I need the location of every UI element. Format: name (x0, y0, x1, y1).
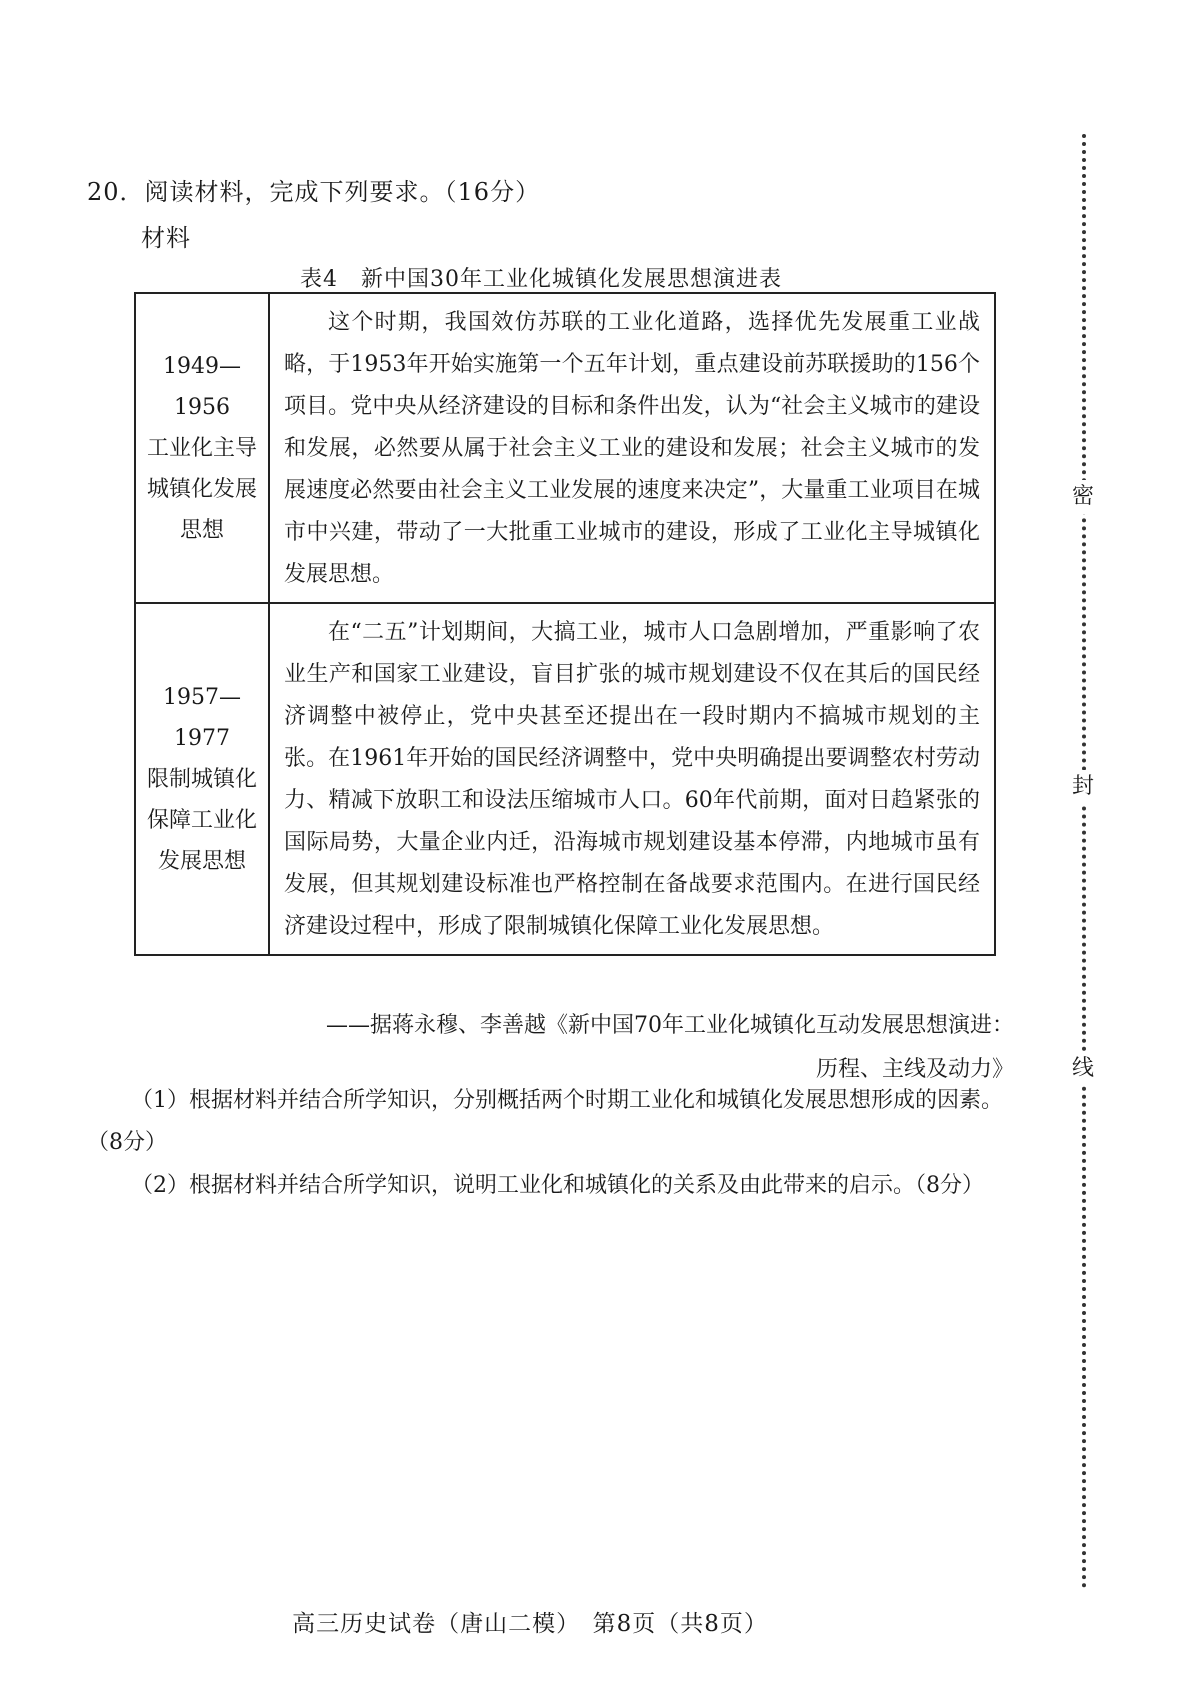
binding-char-xian: 线 (1066, 1052, 1100, 1086)
content-cell (269, 293, 995, 603)
period-line: 限制城镇化 (146, 766, 257, 792)
source-line: 历程、主线及动力》 (815, 1057, 1014, 1082)
content-text: 这个时期，我国效仿苏联的工业化道路，选择优先发展重工业战略，于1953年开始实施第一个五年计划，重点建设前苏联援助的156个项目。党中央从经济建设的目标和条件出发，认为“社会主义城市的建设和发展，必然要从属于社会主义工业的建设和发展；社会主义城市的发展速度必然要由社会主义工业发展的速度来决定”，大量重工业项目在城市中兴建，带动了一大批重工业城市的建设，形成了工业化主导城镇化发展思想。 (284, 310, 980, 587)
material-label: 材料 (141, 224, 191, 252)
table-caption: 表4 新中国30年工业化城镇化发展思想演进表 (300, 267, 782, 292)
period-cell (135, 293, 269, 603)
binding-char-mi: 密 (1066, 480, 1100, 514)
source-line: ——据蒋永穆、李善越《新中国70年工业化城镇化互动发展思想演进： (326, 1013, 1014, 1038)
period-line: 保障工业化 (146, 807, 257, 833)
source-citation (254, 1004, 1014, 1092)
period-line: 城镇化发展 (146, 476, 257, 502)
period-line: 1957—1977 (163, 684, 241, 751)
content-cell (269, 603, 995, 955)
period-cell (135, 603, 269, 955)
table-row (135, 603, 995, 955)
period-line: 1949—1956 (163, 353, 241, 420)
binding-char-feng: 封 (1066, 770, 1100, 804)
period-line: 思想 (179, 517, 224, 543)
period-line: 工业化主导 (146, 435, 257, 461)
page-footer: 高三历史试卷（唐山二模） 第8页（共8页） (292, 1611, 768, 1637)
sub-question-1: （1）根据材料并结合所学知识，分别概括两个时期工业化和城镇化发展思想形成的因素。（8分） (87, 1088, 1003, 1155)
period-line: 发展思想 (157, 848, 246, 874)
material-table (134, 292, 996, 956)
sub-question-2: （2）根据材料并结合所学知识，说明工业化和城镇化的关系及由此带来的启示。（8分） (131, 1173, 984, 1198)
table-row (135, 293, 995, 603)
question-title: 20．阅读材料，完成下列要求。（16分） (87, 178, 541, 206)
content-text: 在“二五”计划期间，大搞工业，城市人口急剧增加，严重影响了农业生产和国家工业建设，盲目扩张的城市规划建设不仅在其后的国民经济调整中被停止，党中央甚至还提出在一段时期内不搞城市规划的主张。在1961年开始的国民经济调整中，党中央明确提出要调整农村劳动力、精减下放职工和设法压缩城市人口。60年代前期，面对日趋紧张的国际局势，大量企业内迁，沿海城市规划建设基本停滞，内地城市虽有发展，但其规划建设标准也严格控制在备战要求范围内。在进行国民经济建设过程中，形成了限制城镇化保障工业化发展思想。 (284, 620, 980, 939)
binding-dotted-line (1082, 134, 1086, 1589)
